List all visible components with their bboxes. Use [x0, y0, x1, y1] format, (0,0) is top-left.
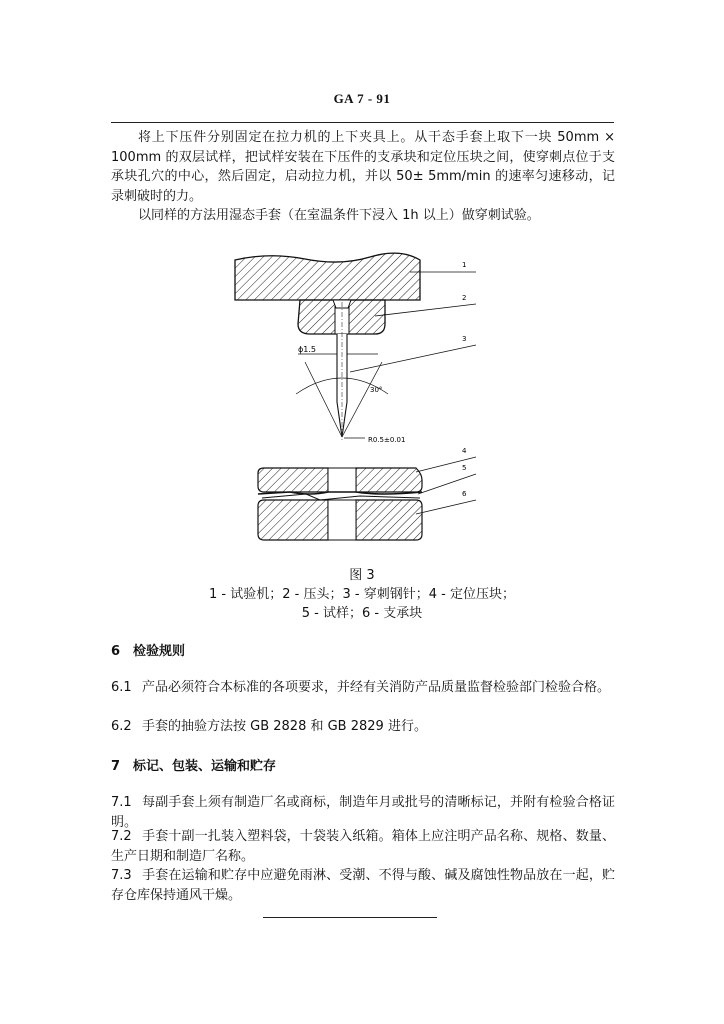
- support-block: [258, 500, 328, 540]
- diameter-label: ϕ1.5: [298, 345, 316, 354]
- svg-text:1: 1: [462, 261, 467, 269]
- svg-text:6: 6: [462, 490, 467, 498]
- figure-title: 图 3: [349, 568, 375, 583]
- section-6-heading: 6 检验规则: [111, 644, 186, 659]
- svg-text:5: 5: [462, 464, 467, 472]
- svg-text:2: 2: [462, 294, 467, 302]
- header-rule: [111, 122, 614, 123]
- clause-6-2: 6.2 手套的抽验方法按 GB 2828 和 GB 2829 进行。: [111, 719, 427, 734]
- footer-rule: [263, 917, 437, 918]
- test-machine-block: [235, 253, 420, 300]
- angle-label: 30°: [370, 386, 383, 394]
- intro-paragraph-1: 将上下压件分别固定在拉力机的上下夹具上。从干态手套上取下一块 50mm × 100mm 的双层试样，把试样安装在下压件的支承块和定位压块之间，使穿刺点位于支承块孔穴的中心，然后固定，启动拉力机，并以 50± 5mm/min 的速率匀速移动，记录刺破时的力。: [111, 130, 615, 204]
- intro-paragraph-2: 以同样的方法用湿态手套（在室温条件下浸入 1h 以上）做穿刺试验。: [138, 208, 540, 223]
- positioning-block: [258, 468, 328, 492]
- clause-6-1: 6.1 产品必须符合本标准的各项要求，并经有关消防产品质量监督检验部门检验合格。: [111, 680, 611, 695]
- clause-7-2: 7.2 手套十副一扎装入塑料袋，十袋装入纸箱。箱体上应注明产品名称、规格、数量、生产日期和制造厂名称。: [111, 829, 615, 864]
- puncture-test-figure: [210, 242, 510, 562]
- figure-legend-1: 1 - 试验机；2 - 压头；3 - 穿刺钢针；4 - 定位压块；: [209, 587, 515, 602]
- clause-7-1: 7.1 每副手套上须有制造厂名或商标，制造年月或批号的清晰标记，并附有检验合格证明。: [111, 795, 615, 830]
- radius-label: R0.5±0.01: [368, 436, 406, 444]
- document-code: GA 7 - 91: [333, 91, 391, 106]
- section-7-heading: 7 标记、包装、运输和贮存: [111, 759, 277, 774]
- figure-legend-2: 5 - 试样；6 - 支承块: [301, 606, 423, 621]
- svg-text:4: 4: [462, 447, 467, 455]
- clause-7-3: 7.3 手套在运输和贮存中应避免雨淋、受潮、不得与酸、碱及腐蚀性物品放在一起，贮存仓库保持通风干燥。: [111, 868, 615, 903]
- svg-text:3: 3: [462, 335, 467, 343]
